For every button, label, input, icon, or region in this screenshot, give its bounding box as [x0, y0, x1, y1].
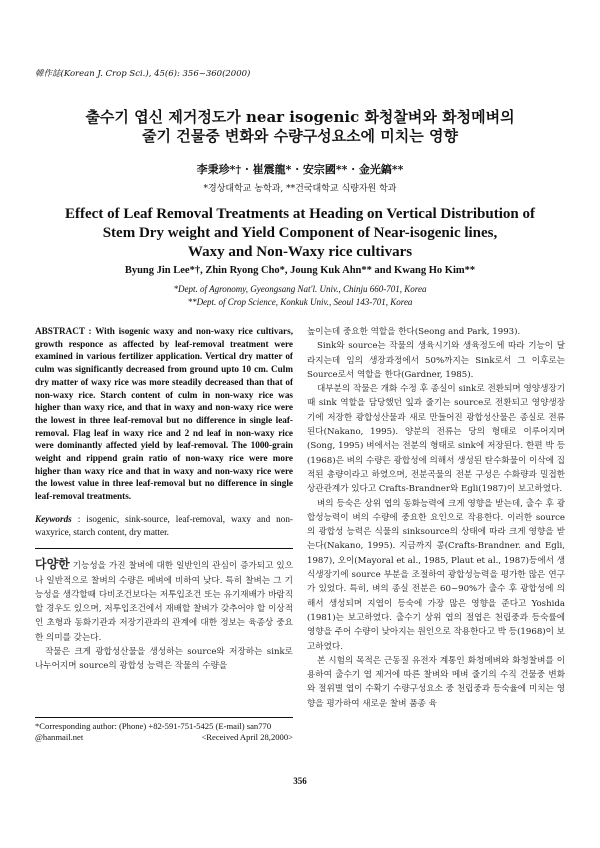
intro-paragraph-1-text: 기능성을 가진 찰벼에 대한 일반인의 관심이 증가되고 있으나 일반적으로 찰벼의 수량은 메벼에 비하여 낮다. 특히 찰벼는 그 기능성을 생각할때 다비조건보다는 저투입조건 또는 유기재배가 바람직할 경우도 있으며, 저투입조건에서 재배할 찰벼가 갖추어야 할 이상적인 초형과 동화기관과 저장기관과의 관계에 대한 정보는 육종상 중요한 의미를 갖는다. — [35, 561, 293, 643]
body-paragraph-4: 벼의 등숙은 상위 엽의 동화능력에 크게 영향을 받는데, 출수 후 광합성능력이 벼의 수량에 중요한 요인으로 작용한다. 이러한 source의 광합성 능력은 식물의 sinksource의 상태에 따라 크게 영향을 받는다(Nakano, 1995). 지금까지 콩(Crafts-Brandner. and Egli, 1987), 오이(Mayoral et al., 1985, Plaut et al., 1987)등에서 생식생장기에 source 부분을 조절하여 광합성능력을 평가한 많은 연구가 있었다. 특히, 벼의 종실 전분은 60~90%가 출수 후 광합성에 의해서 생성되며 지엽이 등숙에 가장 많은 영향을 준다고 Yoshida (1981)는 보고하였다. 출수기 상위 엽의 절엽은 천립중과 등숙률에 영향을 주어 수량이 낮아지는 원인으로 작용한다고 박 등(1968)이 보고하였다. — [307, 498, 565, 652]
keywords-text: : isogenic, sink-source, leaf-removal, waxy and non-waxyrice, starch content, dry matter. — [35, 513, 293, 537]
footnote-email-tail: @hanmail.net — [35, 732, 84, 742]
body-paragraph-2: Sink와 source는 작물의 생육시기와 생육정도에 따라 기능이 달라지는데 임의 생장과정에서 50%까지는 Sink로서 그 이후로는 Source로서 역할을 한다(Gardner, 1985). — [307, 341, 565, 380]
intro-paragraph-1 — [35, 557, 293, 645]
english-title-line-3: Waxy and Non-Waxy rice cultivars — [187, 244, 413, 260]
corresponding-author-footnote — [35, 717, 293, 743]
english-authors: Byung Jin Lee*†, Zhin Ryong Cho*, Joung Kuk Ahn** and Kwang Ho Kim** — [124, 265, 476, 276]
abstract: ABSTRACT : With isogenic waxy and non-waxy rice cultivars, growth responce as affected by leaf-removal treatment were examined in various fertilizer application. Vertical dry matter of culm was significantly decreased from ground upto 10 cm. Culm dry matter of waxy rice was more steadily decreased than that of non-waxy rice. Starch content of culm in non-waxy rice was higher than waxy rice, and that in waxy and non-waxy rice were the lowest in three leaf-removal but no difference in single leaf-removal. Flag leaf in waxy rice and 2 nd leaf in non-waxy rice were dominantly affected yield by leaf-removal. The 1000-grain weight and rippend grain ratio of non-waxy rice were more higher than waxy rice and that in waxy and non-waxy rice were the lowest value in three leaf-removal but no difference in single leaf-removal treatments. — [35, 326, 293, 502]
body-paragraph-5: 본 시험의 목적은 근동질 유전자 계통인 화청메벼와 화청찰벼를 이용하여 출수기 엽 제거에 따른 찰벼와 메벼 줄기의 수직 건물중 변화와 절위별 엽이 수확기 수량구성요소 중 천립중과 등숙율에 미치는 영향을 평가하여 새로운 찰벼 품종 육 — [307, 655, 565, 709]
english-title-line-1: Effect of Leaf Removal Treatments at Heading on Vertical Distribution of — [65, 206, 535, 222]
korean-authors: 李秉珍*† · 崔震龍* · 安宗國** · 金光鎬** — [196, 163, 404, 176]
english-affiliation-line-1: *Dept. of Agronomy, Gyeongsang Nat'l. Univ., Chinju 660-701, Korea — [173, 284, 427, 294]
journal-citation: 韓作誌(Korean J. Crop Sci.), 45(6): 356~360(2000) — [35, 69, 251, 79]
body-paragraph-3: 대부분의 작물은 개화 수정 후 종실이 sink로 전환되며 영양생장기때 sink 역할을 담당했던 잎과 줄기는 source로 전환되고 영양생장기에 저장한 광합성산물과 새로 만들어진 광합성산물은 종실로 전류 된다(Nakano, 1995). 양분의 전류는 당의 형태로 이루어지며(Song, 1995) 벼에서는 전분의 형태로 sink에 저장된다. 한편 박 등(1968)은 벼의 수량은 광합성에 의해서 생성된 탄수화물이 이삭에 집적된 총량이라고 하였으며, 전분곡물의 전분 구성은 수화량과 밀접한 상관관계가 있다고 Crafts-Brandner와 Egli(1987)이 보고하였다. — [307, 384, 565, 495]
korean-title-line-1: 출수기 엽신 제거정도가 near isogenic 화청찰벼와 화청메벼의 — [85, 108, 515, 126]
intro-lead-word: 다양한 — [35, 557, 70, 572]
english-title-line-2: Stem Dry weight and Yield Component of Near-isogenic lines, — [102, 225, 498, 241]
page-number: 356 — [293, 776, 307, 786]
received-date: <Received April 28,2000> — [201, 732, 293, 742]
footnote-line-1: *Corresponding author: (Phone) +82-591-751-5425 (E-mail) san770 — [35, 721, 272, 731]
footnote-line-2 — [35, 732, 293, 743]
section-divider — [35, 548, 293, 549]
keywords-label: Keywords — [35, 513, 72, 524]
left-column — [35, 325, 293, 674]
korean-affiliation: *경상대학교 농학과, **건국대학교 식량자원 학과 — [203, 184, 397, 194]
body-paragraph-1: 높이는데 중요한 역할을 한다(Seong and Park, 1993). — [307, 327, 521, 337]
korean-title-line-2: 줄기 건물중 변화와 수량구성요소에 미치는 영향 — [142, 127, 458, 145]
intro-paragraph-2: 작물은 크게 광합성산물을 생성하는 source와 저장하는 sink로 나누어지며 source의 광합성 능력은 작물의 수량을 — [35, 647, 293, 672]
right-column — [307, 325, 565, 711]
keywords — [35, 513, 293, 538]
english-affiliation-line-2: **Dept. of Crop Science, Konkuk Univ., Seoul 143-701, Korea — [187, 297, 413, 307]
